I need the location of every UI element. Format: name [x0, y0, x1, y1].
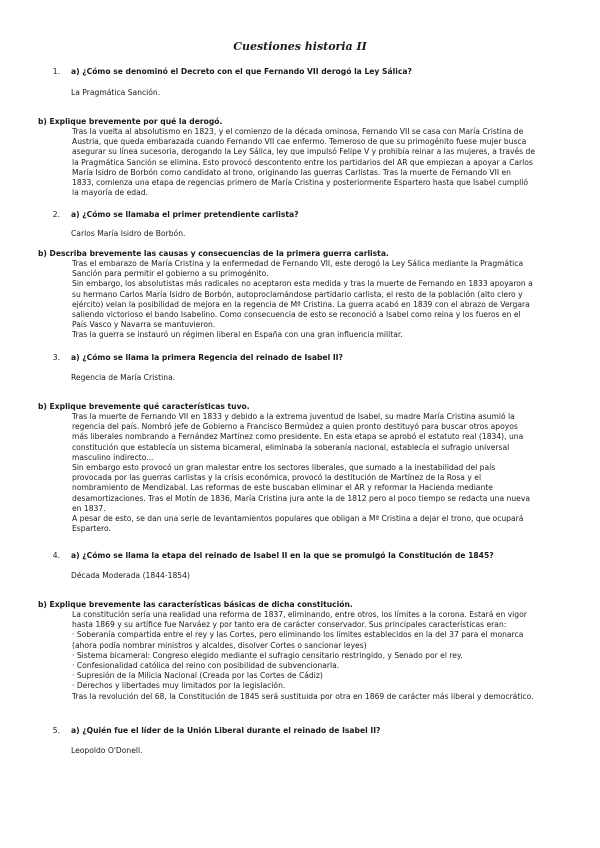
question-b: b) Explique brevemente por qué la derogó. [38, 117, 223, 126]
answer-line: La constitución sería una realidad una reforma de 1837, eliminando, entre otros, los límites a la corona. Estará en vigor [72, 610, 527, 619]
answer-a: Regencia de María Cristina. [71, 373, 176, 382]
question-b: b) Explique brevemente las características básicas de dicha constitución. [38, 600, 353, 609]
answer-line: la mayoría de edad. [72, 188, 148, 198]
answer-line: asegurar su línea sucesoria, derogando la Ley Sálica, ley que impulsó Felipe V y prohibía reinar a las mujeres, a través de [72, 147, 536, 157]
question-number: 2. [52, 210, 60, 219]
answer-line: Tras la muerte de Fernando VII en 1833 y debido a la extrema juventud de Isabel, su madre María Cristina asumió la [72, 412, 515, 421]
answer-line: provocada por las guerras carlistas y la crisis económica, provocó la destitución de Martínez de la Rosa y el [72, 473, 482, 483]
answer-a: La Pragmática Sanción. [71, 88, 161, 97]
answer-line: · Derechos y libertades muy limitados por la legislación. [72, 681, 286, 691]
answer-line: Tras la revolución del 68, la Constitución de 1845 será sustituida por otra en 1869 de carácter más liberal y democrático. [72, 691, 534, 701]
answer-line: en 1837. [72, 503, 106, 513]
answer-line: constitución que establecía un sistema bicameral, eliminaba la soberanía nacional, establecía el sufragio universal [72, 442, 510, 452]
answer-line: · Sistema bicameral: Congreso elegido mediante el sufragio censitario restringido, y Senado por el rey. [72, 650, 463, 660]
question-a: a) ¿Cómo se llamaba el primer pretendiente carlista? [71, 210, 299, 219]
answer-line: María Isidro de Borbón como candidato al trono, originando las guerras Carlistas. Tras la muerte de Fernando VII en [72, 167, 511, 177]
answer-line: Sanción para permitir el gobierno a su primogénito. [72, 269, 269, 279]
answer-line: masculino indirecto... [72, 452, 154, 462]
answer-line: regencia del país. Nombró jefe de Gobierno a Francisco Bermúdez a quien pronto destituyó para buscar otros apoyos [72, 422, 518, 432]
answer-a: Década Moderada (1844-1854) [71, 571, 190, 580]
answer-b [72, 610, 577, 702]
answer-line: · Confesionalidad católica del reino con posibilidad de subvencionarla. [72, 661, 340, 671]
answer-line: desamortizaciones. Tras el Motín de 1836, María Cristina jura ante la de 1812 pero al poco tiempo se redacta una nueva [72, 493, 530, 503]
answer-line: su hermano Carlos María Isidro de Borbón, autoproclamándose partidario carlista, el resto de la población (alto clero y [72, 289, 523, 299]
answer-line: nombramiento de Mendizabal. Las reformas de este buscaban eliminar el AR y reformar la Hacienda mediante [72, 483, 493, 493]
answer-line: Sin embargo, los absolutistas más radicales no aceptaron esta medida y tras la muerte de Fernando en 1833 apoyaron a [72, 279, 533, 289]
answer-line: Tras el embarazo de María Cristina y la enfermedad de Fernando VII, este derogó la Ley Sálica mediante la Pragmática [72, 259, 524, 268]
answer-line: (ahora podía nombrar ministros y alcaldes, disolver Cortes o sancionar leyes) [72, 640, 367, 650]
answer-line: Austria, que queda embarazada cuando Fernando VII cae enfermo. Temeroso de que su primogénito fuese mujer busca [72, 137, 527, 147]
answer-line: Tras la guerra se instauró un régimen liberal en España con una gran influencia militar. [72, 330, 403, 340]
answer-line: saliendo victorioso el bando Isabelino. Como consecuencia de esto se reconoció a Isabel como reina y los fueros en el [72, 310, 521, 320]
answer-line: · Soberanía compartida entre el rey y las Cortes, pero eliminando los límites establecidos en la del 37 para el monarca [72, 630, 524, 640]
answer-a: Leopoldo O'Donell. [71, 746, 143, 755]
answer-b [72, 259, 572, 341]
answer-line: A pesar de esto, se dan una serie de levantamientos populares que obligan a Mª Cristina a dejar el trono, que ocupará [72, 514, 524, 524]
answer-b [72, 127, 572, 198]
question-a: a) ¿Quién fue el líder de la Unión Liberal durante el reinado de Isabel II? [71, 726, 381, 735]
question-number: 3. [52, 353, 60, 362]
question-b: b) Explique brevemente qué características tuvo. [38, 402, 250, 411]
answer-line: 1833, comienza una etapa de regencias primero de María Cristina y posteriormente Espartero hasta que Isabel cumplió [72, 178, 528, 188]
question-a: a) ¿Cómo se llama la primera Regencia del reinado de Isabel II? [71, 353, 343, 362]
question-a: a) ¿Cómo se denominó el Decreto con el que Fernando VII derogó la Ley Sálica? [71, 67, 412, 76]
question-number: 5. [52, 726, 60, 735]
answer-line: la Pragmática Sanción se elimina. Esto provocó descontento entre los partidarios del AR que empiezan a apoyar a Carlos [72, 157, 533, 167]
answer-line: · Supresión de la Milicia Nacional (Creada por las Cortes de Cádiz) [72, 671, 323, 681]
question-a: a) ¿Cómo se llama la etapa del reinado de Isabel II en la que se promulgó la Constitución de 1845? [71, 551, 494, 560]
answer-line: País Vasco y Navarra se mantuvieron. [72, 320, 216, 330]
answer-a: Carlos María Isidro de Borbón. [71, 229, 186, 238]
document-title: Cuestiones historia II [233, 40, 367, 53]
answer-line: Tras la vuelta al absolutismo en 1823, y el comienzo de la década ominosa, Fernando VII se casa con María Cristina de [72, 127, 524, 136]
answer-line: más liberales nombrando a Fernández Martínez como presidente. En esta etapa se aprobó el estatuto real (1834), una [72, 432, 524, 442]
answer-line: hasta 1869 y su artífice fue Narváez y por tanto era de carácter conservador. Sus principales características eran: [72, 620, 507, 630]
answer-b [72, 412, 572, 534]
question-number: 4. [52, 551, 60, 560]
answer-line: ejército) velan la posibilidad de mejora en la regencia de Mª Cristina. La guerra acabó en 1839 con el abrazo de Vergara [72, 299, 530, 309]
question-number: 1. [52, 67, 60, 76]
answer-line: Espartero. [72, 524, 111, 534]
answer-line: Sin embargo esto provocó un gran malestar entre los sectores liberales, que sumado a la inestabilidad del país [72, 463, 496, 473]
question-b: b) Describa brevemente las causas y consecuencias de la primera guerra carlista. [38, 249, 389, 258]
